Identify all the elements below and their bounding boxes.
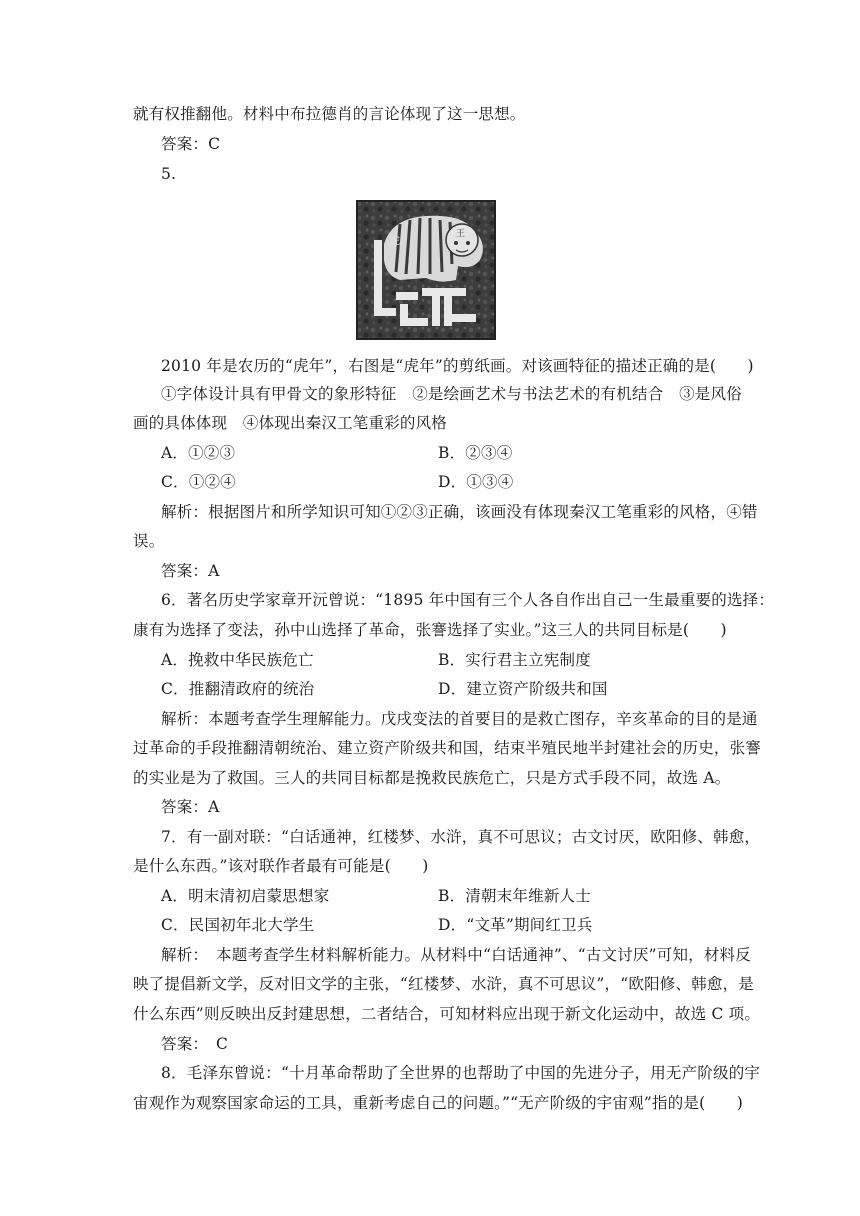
q7-analysis-line3: 什么东西”则反映出反封建思想，二者结合，可知材料应出现于新文化运动中，故选 C 项。: [133, 1005, 761, 1023]
q7-stem-line2: 是什么东西。”该对联作者最有可能是( ): [133, 857, 429, 875]
q6-analysis-line1: 解析：本题考查学生理解能力。戊戌变法的首要目的是救亡图存，辛亥革命的目的是通: [161, 710, 758, 728]
q5-statements-line2: 画的具体体现 ④体现出秦汉工笔重彩的风格: [133, 414, 448, 432]
q8-stem-line1: 8．毛泽东曾说：“十月革命帮助了全世界的也帮助了中国的先进分子，用无产阶级的宇: [161, 1064, 761, 1082]
q5-analysis-line2: 误。: [133, 532, 165, 550]
q7-analysis-line2: 映了提倡新文学，反对旧文学的主张，“红楼梦、水浒，真不可思议”，“欧阳修、韩愈，是: [133, 975, 754, 993]
q6-stem-line2: 康有为选择了变法，孙中山选择了革命，张謇选择了实业。”这三人的共同目标是( ): [133, 621, 727, 639]
q5-option-b: B．②③④: [438, 444, 513, 462]
q5-statements-line1: ①字体设计具有甲骨文的象形特征 ②是绘画艺术与书法艺术的有机结合 ③是风俗: [161, 385, 742, 403]
svg-text:王: 王: [456, 229, 466, 239]
q8-stem-line2: 宙观作为观察国家命运的工具，重新考虑自己的问题。”“无产阶级的宇宙观”指的是( ): [133, 1094, 744, 1112]
q7-stem-line1: 7．有一副对联：“白话通神，红楼梦、水浒，真不可思议；古文讨厌，欧阳修、韩愈，: [161, 828, 761, 846]
q6-analysis-line3: 的实业是为了救国。三人的共同目标都是挽救民族危亡，只是方式手段不同，故选 A。: [133, 769, 731, 787]
q6-option-b: B．实行君主立宪制度: [438, 651, 591, 669]
q6-analysis-line2: 过革命的手段推翻清朝统治、建立资产阶级共和国，结束半殖民地半封建社会的历史，张謇: [133, 739, 762, 757]
q7-analysis-line1: 解析： 本题考查学生材料解析能力。从材料中“白话通神”、“古文讨厌”可知，材料反: [161, 946, 751, 964]
q6-answer: 答案：A: [161, 798, 220, 816]
q6-option-c: C．推翻清政府的统治: [161, 680, 315, 698]
q7-option-b: B．清朝末年维新人士: [438, 887, 591, 905]
q5-answer: 答案：A: [161, 562, 220, 580]
figure-glyph: 虎: [390, 236, 400, 247]
q5-analysis-line1: 解析：根据图片和所学知识可知①②③正确，该画没有体现秦汉工笔重彩的风格，④错: [161, 503, 758, 521]
q6-option-d: D．建立资产阶级共和国: [438, 680, 608, 698]
q7-option-c: C．民国初年北大学生: [161, 916, 315, 934]
q7-option-d: D．“文革”期间红卫兵: [438, 916, 593, 934]
q5-option-d: D．①③④: [438, 473, 514, 491]
q5-option-a: A．①②③: [161, 444, 236, 462]
q5-number: 5.: [161, 165, 177, 183]
q5-stem: 2010 年是农历的“虎年”，右图是“虎年”的剪纸画。对该画特征的描述正确的是( ): [161, 357, 754, 375]
q6-option-a: A．挽救中华民族危亡: [161, 651, 314, 669]
q4-answer: 答案：C: [161, 135, 221, 153]
q5-option-c: C．①②④: [161, 473, 236, 491]
q7-option-a: A．明末清初启蒙思想家: [161, 887, 330, 905]
tiger-papercut-image: [356, 200, 496, 340]
q7-answer: 答案： C: [161, 1035, 229, 1053]
q4-analysis-end: 就有权推翻他。材料中布拉德肖的言论体现了这一思想。: [133, 105, 526, 123]
q6-stem-line1: 6．著名历史学家章开沅曾说：“1895 年中国有三个人各自作出自己一生最重要的选择：: [161, 591, 775, 609]
